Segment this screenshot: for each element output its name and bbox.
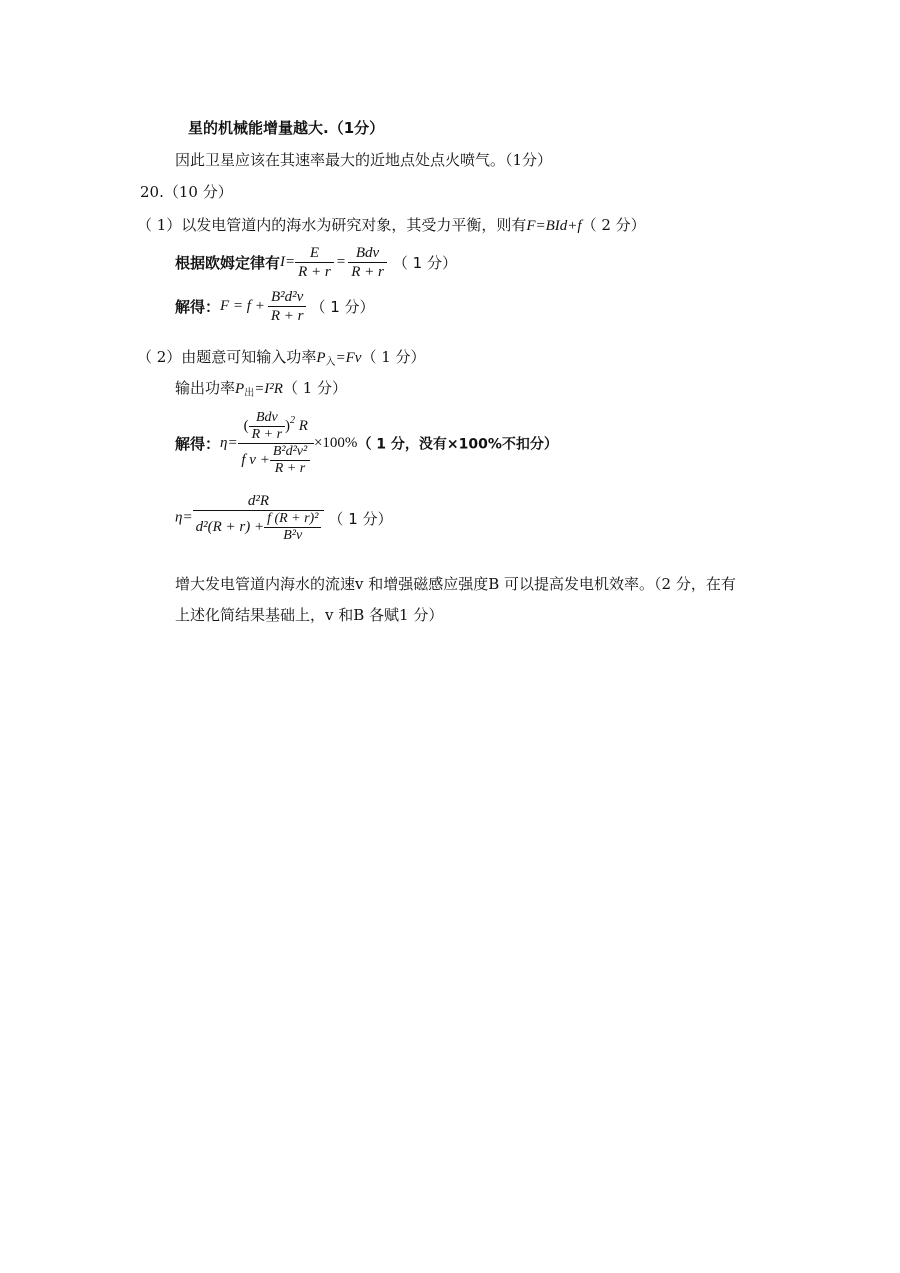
- subscript-in: 入: [325, 357, 336, 368]
- b2d2v2-num: B²d²v²: [270, 444, 310, 461]
- formula-F: F = f +: [220, 298, 265, 314]
- text-l5-prefix: 根据欧姆定律有: [175, 254, 281, 272]
- fraction-b2d2v2: [270, 444, 310, 477]
- part-1-statement: [137, 215, 646, 236]
- frr2-den: B²v: [283, 528, 303, 543]
- frr2-num: f (R + r)²: [264, 511, 321, 528]
- score-l6: （ 1 分）: [310, 298, 375, 316]
- frac-num-B2d2v: B²d²v: [268, 288, 307, 307]
- formula-force-balance: F=BId+f: [526, 218, 582, 234]
- fraction-bdv-over-rr: [348, 244, 387, 281]
- text-l3: 20.（10 分）: [140, 183, 233, 201]
- frac-den-Rr3: R + r: [270, 308, 304, 324]
- fraction-f-rr2: [264, 511, 321, 544]
- score-l9: （ 1 分，没有×100%不扣分）: [357, 436, 558, 453]
- formula-I: I=: [280, 254, 296, 270]
- simplified-efficiency-line: [175, 492, 393, 544]
- text-l1: 星的机械能增量越大.（1分）: [188, 119, 385, 137]
- question-number: [140, 182, 233, 202]
- fraction-inner: [249, 410, 285, 443]
- frac-den-Rr2: R + r: [351, 264, 384, 280]
- b2d2v2-den: R + r: [274, 461, 306, 476]
- conclusion-line-1: [175, 574, 736, 594]
- eff-denominator: [238, 444, 314, 477]
- formula-Fv: =Fv: [335, 350, 362, 366]
- fraction-efficiency: [238, 410, 314, 477]
- inner-num: Bdv: [249, 410, 285, 427]
- score-l8: （ 1 分）: [282, 379, 348, 397]
- score-l5: （ 1 分）: [392, 254, 457, 272]
- fraction-b2d2v-over-rr: [268, 288, 307, 325]
- eff-numerator: ( $\frac{\text{Bdv}}{R + r}$ )$^2$ R: [238, 410, 314, 444]
- part-2-input-power: [137, 347, 426, 373]
- eff-R: R: [298, 417, 308, 434]
- output-power: [175, 378, 347, 404]
- fraction-simplified: [193, 492, 325, 544]
- solution-F-line: [175, 288, 375, 325]
- symbol-P-out: P: [235, 381, 245, 397]
- text-l9-prefix: 解得：: [175, 435, 221, 453]
- text-l6-prefix: 解得：: [175, 298, 221, 316]
- eff-fv: f v +: [241, 451, 270, 468]
- fraction-e-over-rr: [295, 244, 334, 281]
- frac-den-Rr: R + r: [298, 264, 331, 280]
- conclusion-line-2: [175, 605, 443, 625]
- ohm-law-line: 根据欧姆定律有I= $\frac{E}{R + r}$ = $\frac{\text{Bdv}}{R + r}$ （ 1 分）: [175, 245, 457, 280]
- symbol-eta-2: η=: [175, 509, 193, 526]
- symbol-P-in: P: [316, 350, 326, 366]
- simplified-den-a: d²(R + r) +: [195, 518, 265, 535]
- text-l11: 增大发电管道内海水的流速v 和增强磁感应强度B 可以提高发电机效率。（2 分，在有: [175, 575, 736, 593]
- formula-I2R: =I²R: [254, 381, 283, 397]
- text-l7-prefix: （ 2）由题意可知输入功率: [137, 348, 317, 366]
- text-l2: 因此卫星应该在其速率最大的近地点处点火喷气。（1分）: [175, 151, 553, 169]
- subscript-out: 出: [244, 388, 255, 399]
- text-l4-prefix: （ 1）以发电管道内的海水为研究对象，其受力平衡，则有: [137, 216, 527, 234]
- frac-num-E: E: [295, 244, 334, 263]
- score-l4: （ 2 分）: [581, 216, 646, 234]
- frac-num-Bdv: Bdv: [348, 244, 387, 263]
- symbol-eta: η=: [220, 435, 238, 451]
- efficiency-line: [175, 410, 558, 477]
- text-line-1: [188, 118, 384, 138]
- simplified-num: d²R: [193, 492, 325, 511]
- times-100: ×100%: [313, 435, 358, 451]
- simplified-den: [193, 511, 325, 544]
- text-l8-prefix: 输出功率: [175, 379, 236, 397]
- text-line-2: [175, 150, 552, 170]
- inner-den: R + r: [251, 427, 283, 442]
- score-l7: （ 1 分）: [361, 348, 426, 366]
- score-l10: （ 1 分）: [328, 509, 393, 528]
- text-l12: 上述化简结果基础上，v 和B 各赋1 分）: [175, 606, 444, 624]
